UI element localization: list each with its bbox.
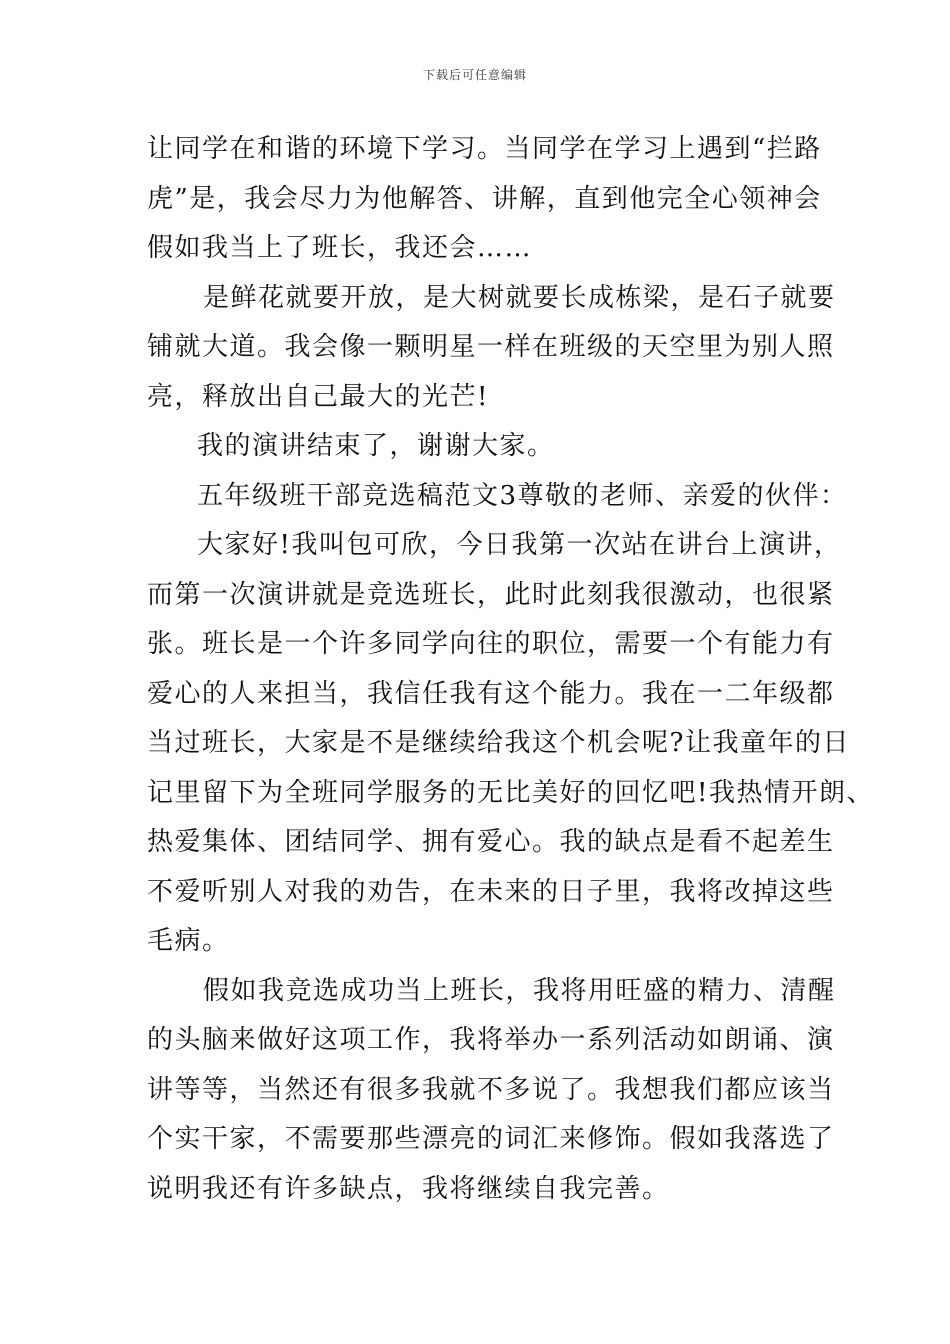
text-line: 不爱听别人对我的劝告，在未来的日子里，我将改掉这些 — [147, 876, 835, 907]
text-line: 让同学在和谐的环境下学习。当同学在学习上遇到“拦路 — [147, 134, 822, 164]
text-line: 毛病。 — [147, 926, 230, 956]
page-header: 下载后可任意编辑 — [422, 68, 527, 82]
text-line: 热爱集体、团结同学、拥有爱心。我的缺点是看不起差生 — [147, 827, 835, 857]
text-line: 亮，释放出自己最大的光芒! — [147, 381, 489, 412]
text-line: 虎”是，我会尽力为他解答、讲解，直到他完全心领神会 — [147, 183, 822, 214]
text-line: 铺就大道。我会像一颗明星一样在班级的天空里为别人照 — [147, 332, 835, 362]
paragraph-start-line: 我的演讲结束了，谢谢大家。 — [197, 431, 555, 461]
text-line: 而第一次演讲就是竞选班长，此时此刻我很激动，也很紧 — [147, 579, 835, 610]
section-heading-line: 五年级班干部竞选稿范文3尊敬的老师、亲爱的伙伴： — [197, 480, 848, 511]
text-line: 的头脑来做好这项工作，我将举办一系列活动如朗诵、演 — [147, 1025, 835, 1055]
text-line: 讲等等，当然还有很多我就不多说了。我想我们都应该当 — [147, 1074, 835, 1105]
text-line: 记里留下为全班同学服务的无比美好的回忆吧!我热情开朗、 — [147, 777, 874, 808]
text-line: 假如我当上了班长，我还会…… — [147, 233, 533, 263]
paragraph-start-line: 大家好!我叫包可欣，今日我第一次站在讲台上演讲， — [197, 530, 842, 560]
document-body — [147, 125, 874, 1214]
text-line: 当过班长，大家是不是继续给我这个机会呢?让我童年的日 — [147, 728, 850, 758]
text-line: 张。班长是一个许多同学向往的职位，需要一个有能力有 — [147, 629, 835, 659]
paragraph-start-line: 假如我竞选成功当上班长，我将用旺盛的精力、清醒 — [203, 975, 836, 1006]
text-line: 说明我还有许多缺点，我将继续自我完善。 — [147, 1173, 670, 1204]
text-line: 爱心的人来担当，我信任我有这个能力。我在一二年级都 — [147, 678, 835, 709]
text-line: 个实干家，不需要那些漂亮的词汇来修饰。假如我落选了 — [147, 1124, 835, 1154]
paragraph-start-line: 是鲜花就要开放，是大树就要长成栋梁，是石子就要 — [203, 282, 836, 313]
